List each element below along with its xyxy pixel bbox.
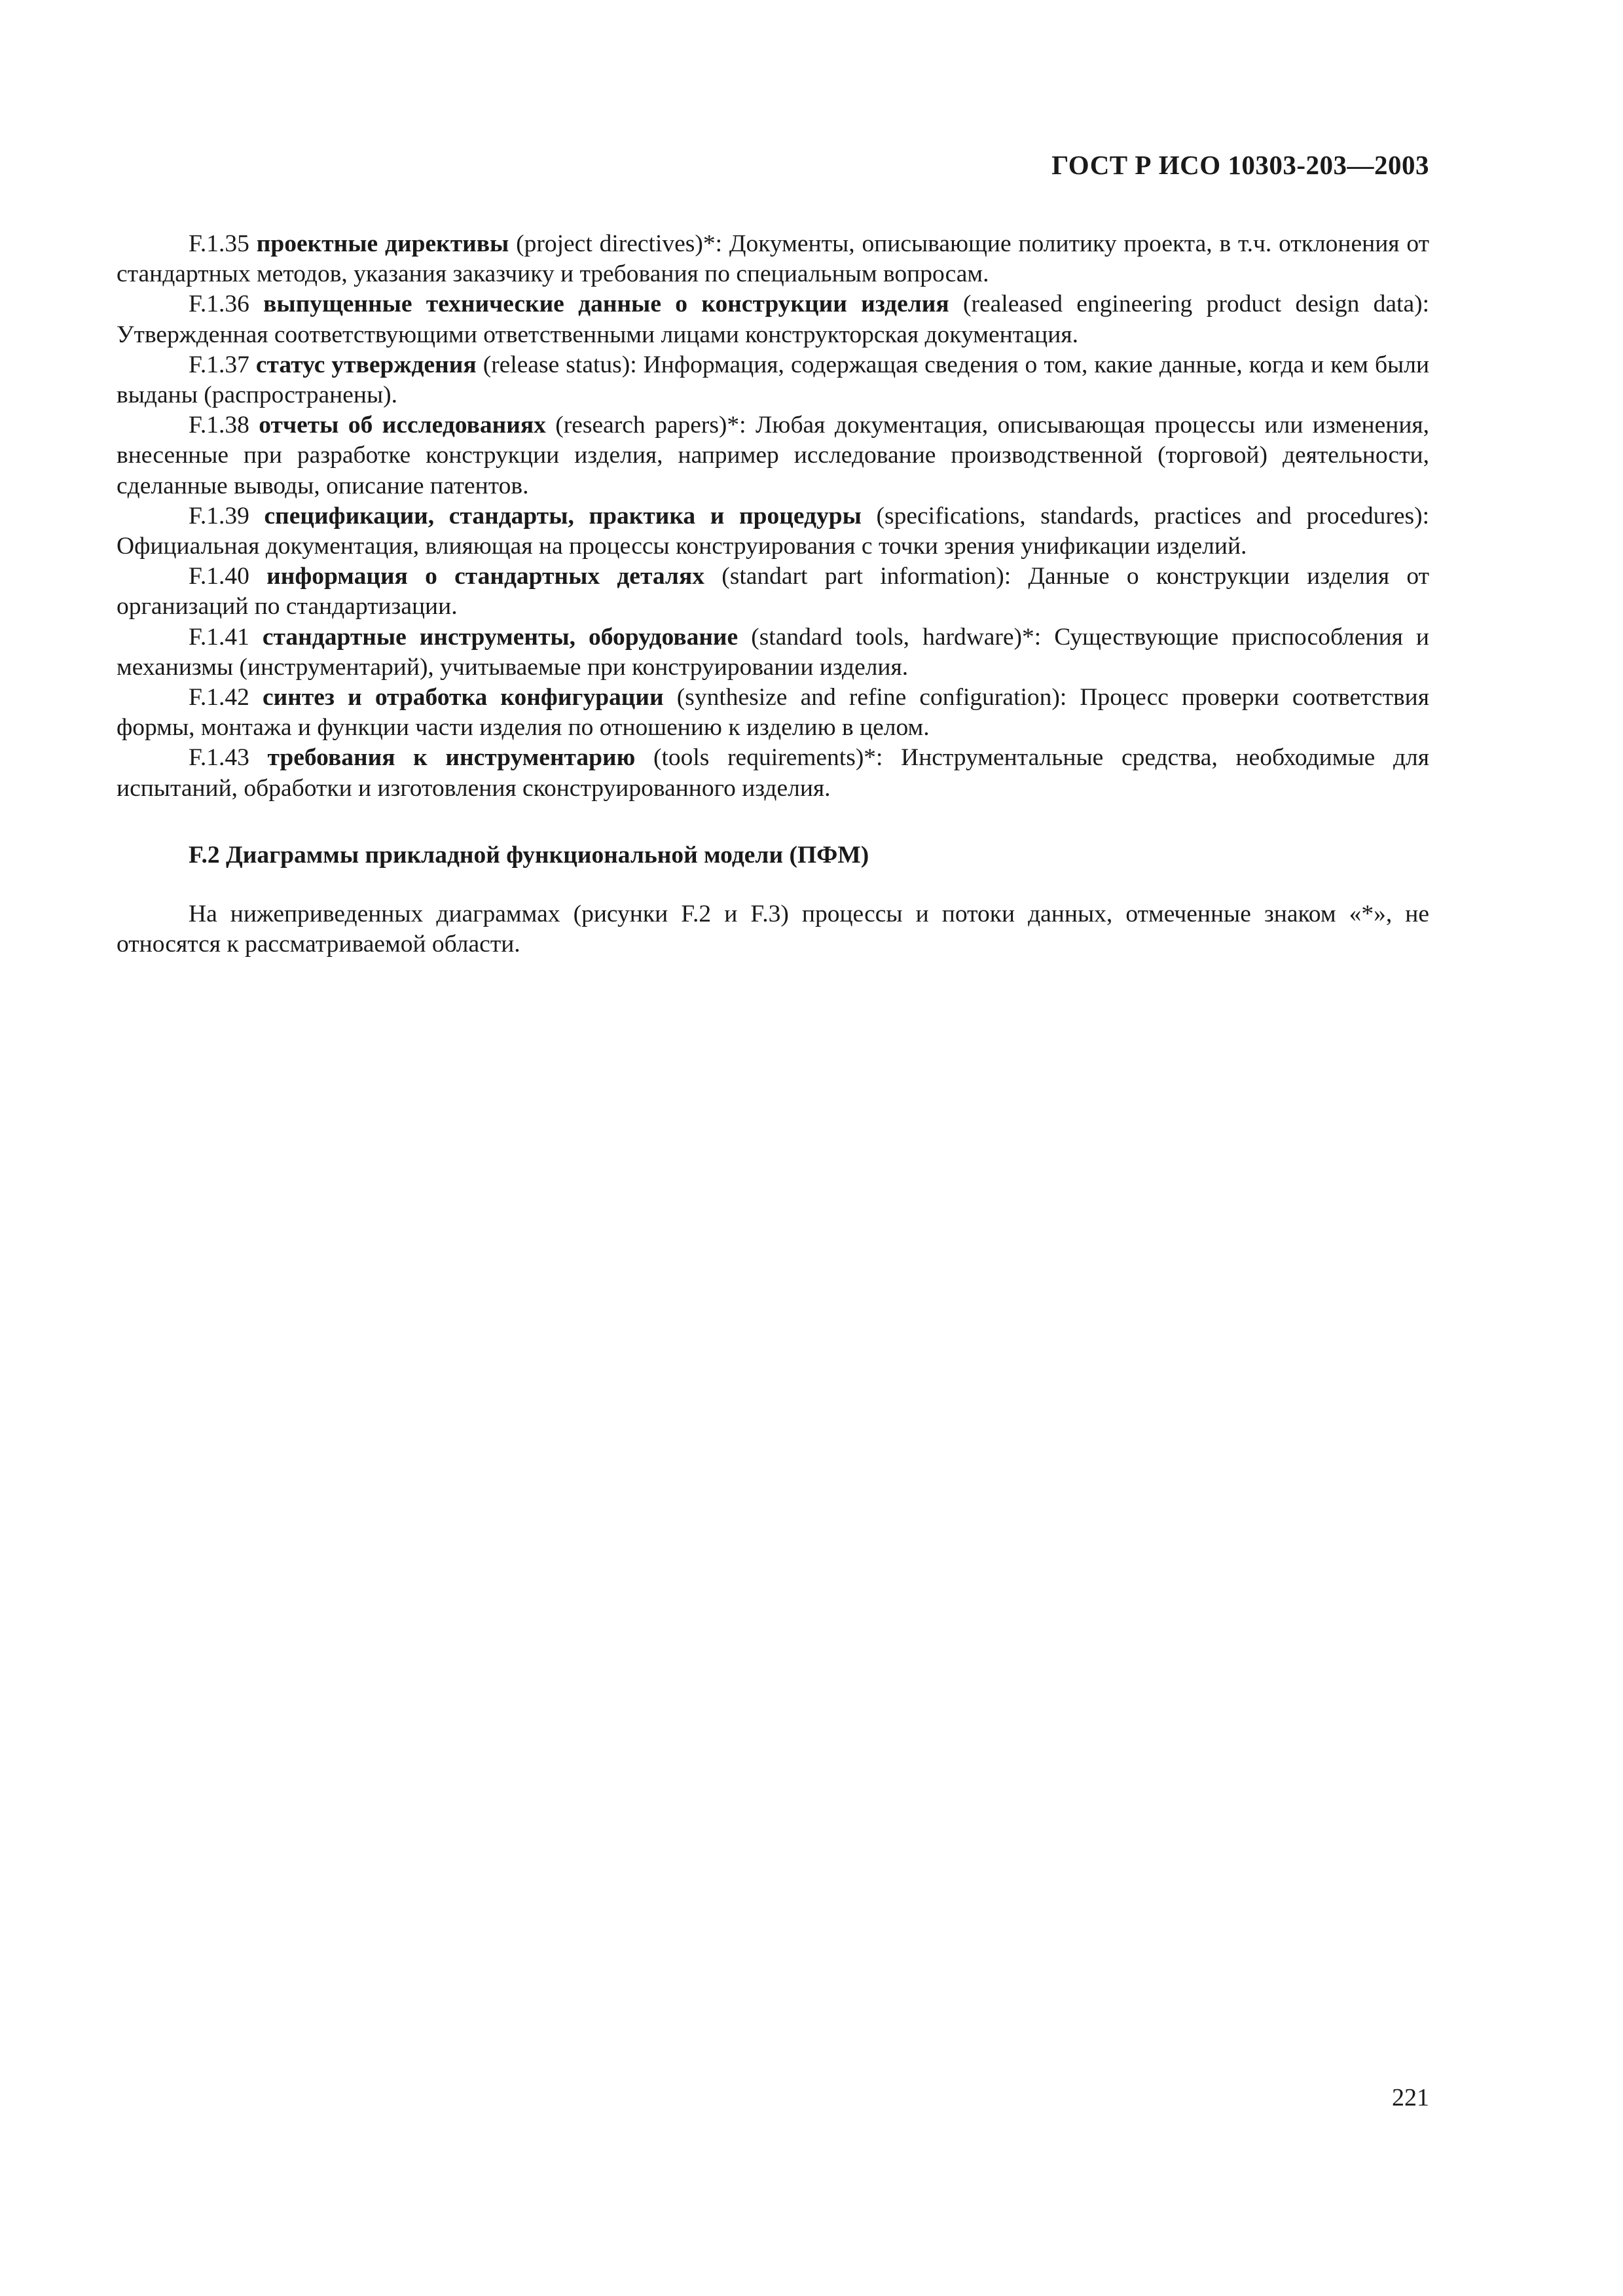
entry-term: отчеты об исследованиях [259,412,546,439]
entry-term: синтез и отработка конфигурации [262,684,664,711]
definition-entry-f-1-39 [117,501,1429,562]
page-header-standard-id: ГОСТ Р ИСО 10303-203—2003 [1051,150,1429,180]
entry-term: спецификации, стандарты, практика и процедуры [264,502,862,529]
definition-entry-f-1-43 [117,743,1429,803]
entry-term: статус утверждения [255,351,477,378]
entry-definition: (research papers)*: Любая документация, описывающая процессы или изменения, внесенные при разработке конструкции изделия, например исследование производственной (торговой) деятельности, сделанные выводы, описание патентов. [117,412,1430,499]
entry-definition: (specifications, standards, practices and procedures): Официальная документация, влияющая на процессы конструирования с точки зрения унификации изделий. [117,502,1429,560]
entry-number: F.1.42 [189,684,249,711]
definition-entry-f-1-36 [117,289,1429,350]
entry-definition: (project directives)*: Документы, описывающие политику проекта, в т.ч. отклонения от стандартных методов, указания заказчику и требования по специальным вопросам. [117,230,1430,288]
entry-number: F.1.40 [189,563,249,590]
definition-entry-f-1-42 [117,683,1429,743]
definition-entry-f-1-37 [117,350,1429,410]
section-paragraph: На нижеприведенных диаграммах (рисунки F.2 и F.3) процессы и потоки данных, отмеченные знаком «*», не относятся к рассматриваемой области. [117,901,1429,958]
definition-entry-f-1-35 [117,229,1429,289]
entry-definition: (tools requirements)*: Инструментальные средства, необходимые для испытаний, обработки и изготовления сконструированного изделия. [117,744,1430,802]
entry-definition: (realeased engineering product design data): Утвержденная соответствующими ответственными лицами конструкторская документация. [117,291,1430,348]
definition-entry-f-1-41 [117,622,1429,683]
definition-entry-f-1-40 [117,562,1429,622]
entry-term: стандартные инструменты, оборудование [262,623,739,651]
entry-definition: (standard tools, hardware)*: Существующие приспособления и механизмы (инструментарий), учитываемые при конструировании изделия. [117,623,1429,681]
page-number: 221 [1392,2084,1429,2111]
entry-definition: (release status): Информация, содержащая сведения о том, какие данные, когда и кем были выданы (распространены). [117,351,1430,409]
document-body [117,229,1429,960]
entry-number: F.1.39 [189,502,249,529]
entry-term: выпущенные технические данные о конструкции изделия [263,291,949,318]
definition-entry-f-1-38 [117,410,1429,501]
entry-number: F.1.43 [189,744,249,772]
entry-number: F.1.41 [189,623,249,651]
entry-term: требования к инструментарию [267,744,636,772]
entry-number: F.1.35 [189,230,249,257]
entry-number: F.1.36 [189,291,249,318]
entry-definition: (standart part information): Данные о конструкции изделия от организаций по стандартизации. [117,563,1430,620]
entry-number: F.1.38 [189,412,249,439]
entry-number: F.1.37 [189,351,249,378]
entry-definition: (synthesize and refine configuration): Процесс проверки соответствия формы, монтажа и функции части изделия по отношению к изделию в целом. [117,684,1429,742]
entry-term: информация о стандартных деталях [266,563,704,590]
section-heading: F.2 Диаграммы прикладной функциональной модели (ПФМ) [189,841,869,869]
entry-term: проектные директивы [256,230,509,257]
